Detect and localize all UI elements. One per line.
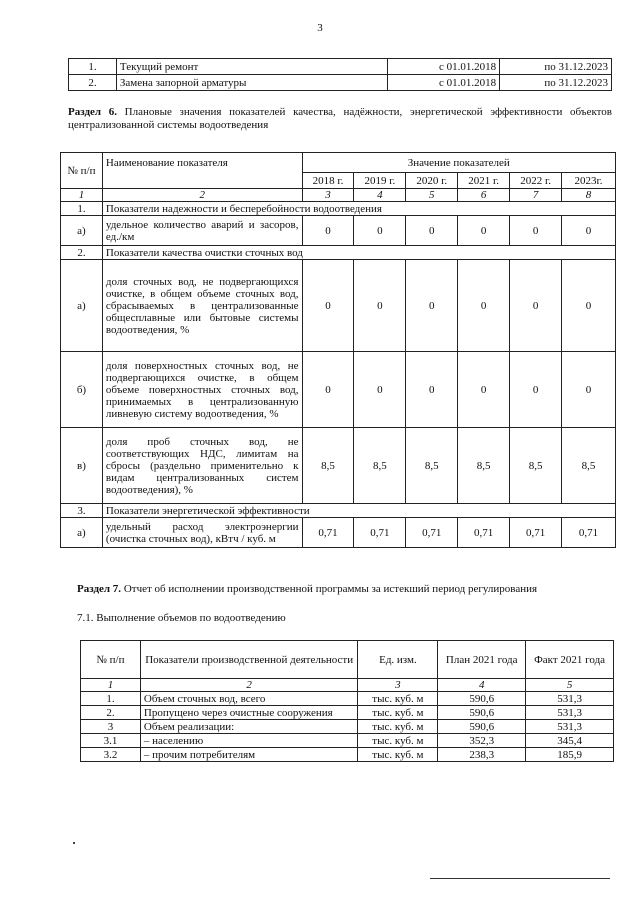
indicator-value: 0,71 xyxy=(354,518,406,548)
indicator-value: 8,5 xyxy=(562,428,616,504)
section7-text: Отчет об исполнении производственной программы за истекший период регулирования xyxy=(123,583,538,595)
indicator-name: Объем сточных вод, всего xyxy=(140,692,358,706)
section7-label: Раздел 7. xyxy=(77,583,122,595)
table-row xyxy=(81,748,614,762)
table-row xyxy=(61,518,616,548)
plan-value: 590,6 xyxy=(438,692,526,706)
indicator-value: 0,71 xyxy=(302,518,354,548)
page-number: 3 xyxy=(317,22,323,34)
col-number: 1 xyxy=(81,679,141,692)
unit: тыс. куб. м xyxy=(358,734,438,748)
table-row xyxy=(81,720,614,734)
row-number: а) xyxy=(61,518,103,548)
date-to: по 31.12.2023 xyxy=(500,75,612,91)
quality-indicators-table xyxy=(60,152,616,548)
indicator-name: – прочим потребителям xyxy=(140,748,358,762)
header-fact: Факт 2021 года xyxy=(526,641,614,679)
indicator-name: – населению xyxy=(140,734,358,748)
fact-value: 531,3 xyxy=(526,692,614,706)
col-number: 3 xyxy=(302,189,354,202)
fact-value: 345,4 xyxy=(526,734,614,748)
row-number: 3.2 xyxy=(81,748,141,762)
indicator-value: 8,5 xyxy=(302,428,354,504)
indicator-value: 0 xyxy=(510,216,562,246)
indicator-name: Объем реализации: xyxy=(140,720,358,734)
indicator-value: 0 xyxy=(562,216,616,246)
group-number: 2. xyxy=(61,246,103,260)
indicator-value: 8,5 xyxy=(510,428,562,504)
unit: тыс. куб. м xyxy=(358,748,438,762)
volume-table xyxy=(80,640,614,762)
header-plan: План 2021 года xyxy=(438,641,526,679)
indicator-value: 8,5 xyxy=(458,428,510,504)
header-year: 2022 г. xyxy=(510,173,562,189)
work-name: Текущий ремонт xyxy=(116,59,387,75)
indicator-value: 8,5 xyxy=(354,428,406,504)
header-values-group: Значение показателей xyxy=(302,153,616,173)
col-number: 6 xyxy=(458,189,510,202)
header-unit: Ед. изм. xyxy=(358,641,438,679)
indicator-value: 0 xyxy=(354,216,406,246)
column-numbers-row xyxy=(61,189,616,202)
group-title: Показатели качества очистки сточных вод xyxy=(102,246,615,260)
table-row xyxy=(61,260,616,352)
fact-value: 185,9 xyxy=(526,748,614,762)
header-num: № п/п xyxy=(61,153,103,189)
date-from: с 01.01.2018 xyxy=(388,59,500,75)
col-number: 2 xyxy=(140,679,358,692)
col-number: 8 xyxy=(562,189,616,202)
header-name: Наименование показателя xyxy=(102,153,302,189)
scan-speck xyxy=(73,842,75,844)
indicator-name: удельное количество аварий и засоров, ед./км xyxy=(102,216,302,246)
col-number: 4 xyxy=(438,679,526,692)
date-to: по 31.12.2023 xyxy=(500,59,612,75)
col-number: 7 xyxy=(510,189,562,202)
plan-value: 590,6 xyxy=(438,706,526,720)
indicator-value: 0 xyxy=(406,260,458,352)
group-title: Показатели энергетической эффективности xyxy=(102,504,615,518)
date-from: с 01.01.2018 xyxy=(388,75,500,91)
indicator-name: доля проб сточных вод, не соответствующих НДС, лимитам на сбросы (раздельно применительно к видам централизованных систем водоотведения), % xyxy=(102,428,302,504)
header-num: № п/п xyxy=(81,641,141,679)
indicator-value: 0 xyxy=(458,352,510,428)
plan-value: 590,6 xyxy=(438,720,526,734)
col-number: 1 xyxy=(61,189,103,202)
plan-value: 352,3 xyxy=(438,734,526,748)
indicator-value: 0 xyxy=(406,352,458,428)
subsection71-heading: 7.1. Выполнение объемов по водоотведению xyxy=(77,612,286,624)
footer-rule xyxy=(430,878,610,879)
row-number: 1. xyxy=(81,692,141,706)
row-number: 3.1 xyxy=(81,734,141,748)
group-row xyxy=(61,504,616,518)
plan-value: 238,3 xyxy=(438,748,526,762)
row-number: а) xyxy=(61,260,103,352)
indicator-value: 0 xyxy=(458,216,510,246)
fact-value: 531,3 xyxy=(526,706,614,720)
header-year: 2023г. xyxy=(562,173,616,189)
indicator-value: 0,71 xyxy=(562,518,616,548)
group-title: Показатели надежности и бесперебойности водоотведения xyxy=(102,202,615,216)
indicator-value: 0 xyxy=(302,352,354,428)
indicator-value: 0 xyxy=(562,352,616,428)
group-number: 3. xyxy=(61,504,103,518)
row-number: в) xyxy=(61,428,103,504)
indicator-value: 0 xyxy=(406,216,458,246)
indicator-name: доля поверхностных сточных вод, не подвергающихся очистке, в общем объеме поверхностных сточных вод, принимаемых в централизованную ливневую систему водоотведения, % xyxy=(102,352,302,428)
unit: тыс. куб. м xyxy=(358,692,438,706)
group-row xyxy=(61,246,616,260)
indicator-name: Пропущено через очистные сооружения xyxy=(140,706,358,720)
table-row xyxy=(81,734,614,748)
indicator-value: 0 xyxy=(302,216,354,246)
indicator-value: 0,71 xyxy=(510,518,562,548)
row-number: 2. xyxy=(69,75,117,91)
fact-value: 531,3 xyxy=(526,720,614,734)
unit: тыс. куб. м xyxy=(358,720,438,734)
indicator-value: 0 xyxy=(458,260,510,352)
table-row xyxy=(61,428,616,504)
col-number: 4 xyxy=(354,189,406,202)
indicator-value: 0 xyxy=(510,352,562,428)
table-row xyxy=(81,692,614,706)
unit: тыс. куб. м xyxy=(358,706,438,720)
col-number: 5 xyxy=(526,679,614,692)
row-number: а) xyxy=(61,216,103,246)
row-number: 2. xyxy=(81,706,141,720)
column-numbers-row xyxy=(81,679,614,692)
row-number: 1. xyxy=(69,59,117,75)
indicator-value: 0,71 xyxy=(406,518,458,548)
header-year: 2020 г. xyxy=(406,173,458,189)
section7-heading xyxy=(77,583,617,596)
section6-heading xyxy=(68,106,612,132)
header-name: Показатели производственной деятельности xyxy=(140,641,358,679)
table-row xyxy=(81,706,614,720)
indicator-name: доля сточных вод, не подвергающихся очистке, в общем объеме сточных вод, сбрасываемых в централизованные общесплавные или бытовые системы водоотведения, % xyxy=(102,260,302,352)
indicator-value: 8,5 xyxy=(406,428,458,504)
table-row xyxy=(61,352,616,428)
repair-schedule-table xyxy=(68,58,612,91)
work-name: Замена запорной арматуры xyxy=(116,75,387,91)
indicator-value: 0 xyxy=(354,260,406,352)
indicator-value: 0,71 xyxy=(458,518,510,548)
section6-label: Раздел 6. xyxy=(68,106,117,118)
indicator-value: 0 xyxy=(302,260,354,352)
table-row xyxy=(61,216,616,246)
row-number: б) xyxy=(61,352,103,428)
col-number: 3 xyxy=(358,679,438,692)
header-year: 2019 г. xyxy=(354,173,406,189)
col-number: 5 xyxy=(406,189,458,202)
row-number: 3 xyxy=(81,720,141,734)
indicator-value: 0 xyxy=(510,260,562,352)
col-number: 2 xyxy=(102,189,302,202)
section6-text: Плановые значения показателей качества, надёжности, энергетической эффективности объектов централизованной системы водоотведения xyxy=(68,106,613,131)
table-row xyxy=(69,59,612,75)
table-row xyxy=(69,75,612,91)
indicator-value: 0 xyxy=(562,260,616,352)
header-year: 2018 г. xyxy=(302,173,354,189)
header-year: 2021 г. xyxy=(458,173,510,189)
group-number: 1. xyxy=(61,202,103,216)
indicator-name: удельный расход электроэнергии (очистка сточных вод), кВтч / куб. м xyxy=(102,518,302,548)
group-row xyxy=(61,202,616,216)
indicator-value: 0 xyxy=(354,352,406,428)
